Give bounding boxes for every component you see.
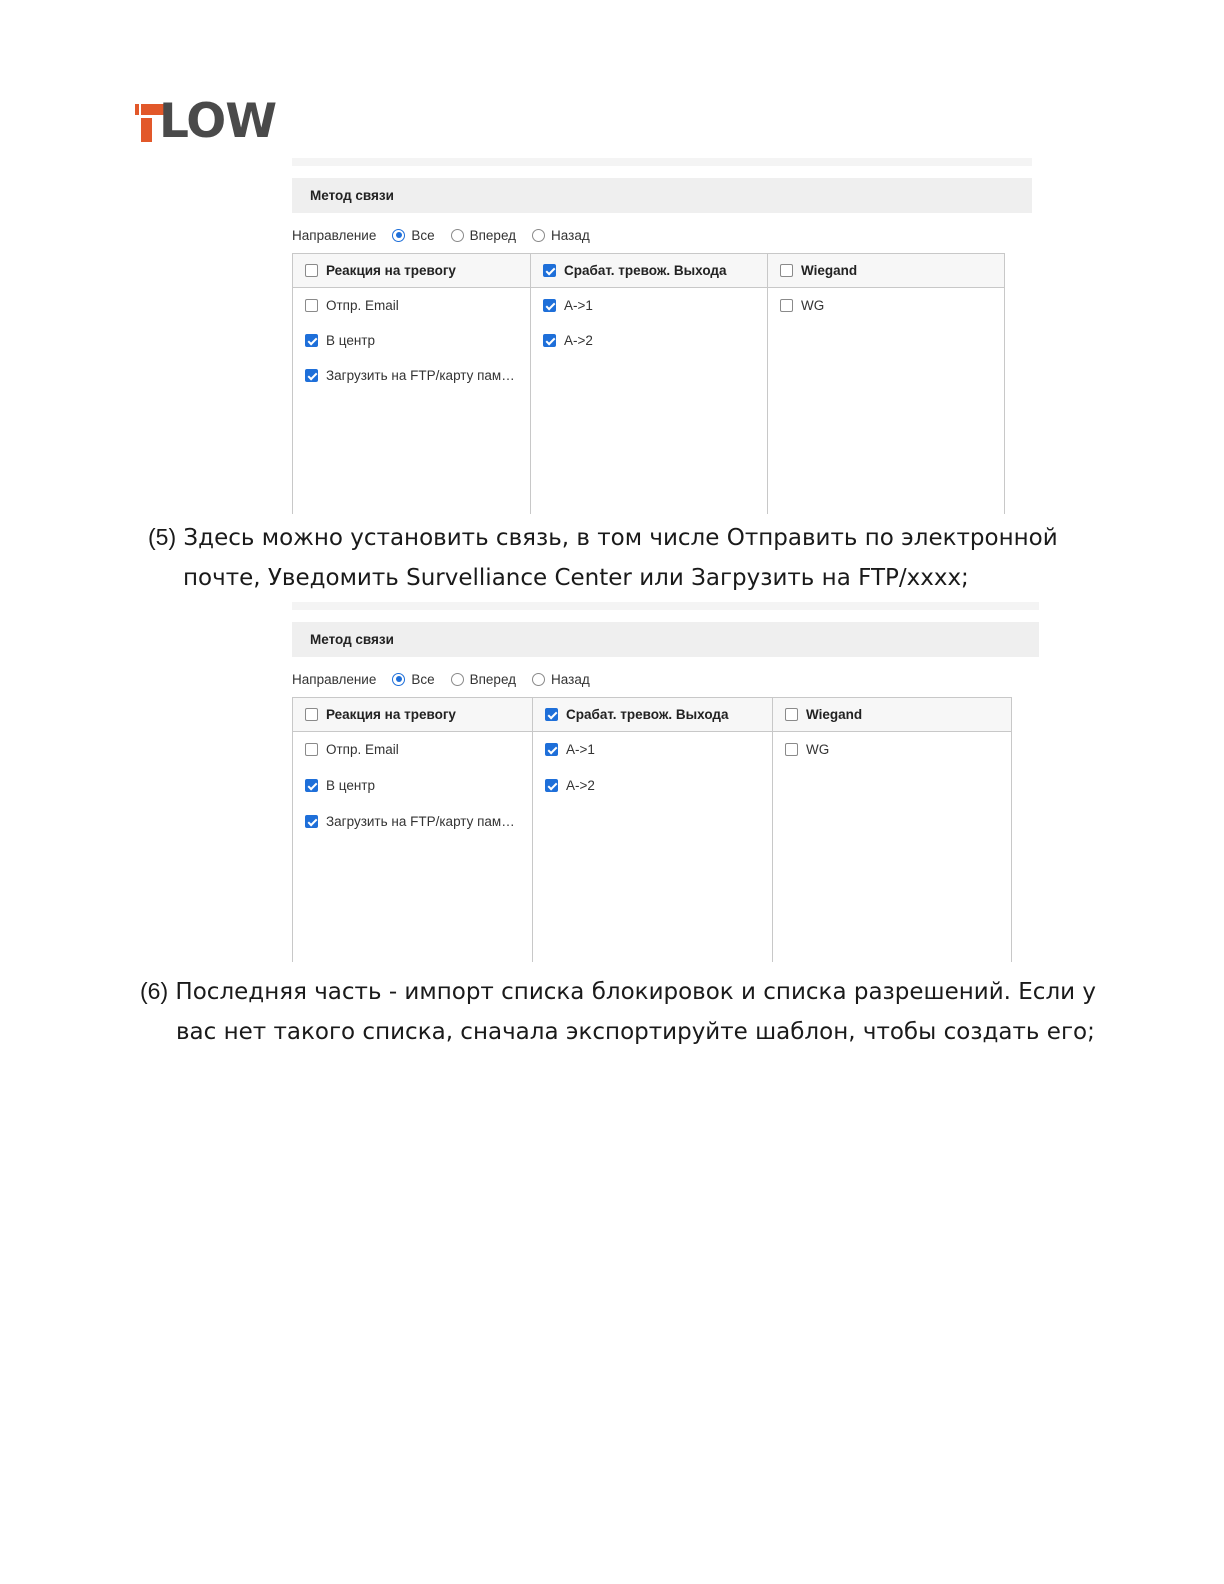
upload-ftp-item[interactable]: Загрузить на FTP/карту пам…	[305, 814, 515, 829]
output-a1-item[interactable]: A->1	[545, 742, 595, 757]
communication-method-panel-1	[292, 158, 1032, 514]
alarm-reaction-header[interactable]: Реакция на тревогу	[293, 254, 530, 288]
alarm-reaction-column	[292, 698, 532, 962]
wiegand-column	[767, 254, 1005, 514]
paragraph-5-line-2: почте, Уведомить Survelliance Center или Загрузить на FTP/хххх;	[183, 565, 969, 591]
direction-forward-radio[interactable]: Вперед	[451, 672, 516, 687]
wiegand-header[interactable]: Wiegand	[768, 254, 1004, 288]
send-email-item[interactable]: Отпр. Email	[305, 298, 399, 313]
alarm-reaction-checkbox[interactable]	[305, 708, 318, 721]
alarm-output-header[interactable]: Срабат. тревож. Выхода	[531, 254, 767, 288]
direction-row	[292, 224, 606, 246]
panel-header: Метод связи	[292, 178, 1032, 213]
paragraph-6-line-1: (6) Последняя часть - импорт списка блокировок и списка разрешений. Если у	[140, 978, 1097, 1005]
wg-item[interactable]: WG	[780, 298, 824, 313]
wiegand-column	[772, 698, 1012, 962]
direction-label: Направление	[292, 671, 377, 687]
upload-ftp-item[interactable]: Загрузить на FTP/карту пам…	[305, 368, 515, 383]
alarm-reaction-header[interactable]: Реакция на тревогу	[293, 698, 532, 732]
linkage-grid	[292, 697, 1012, 961]
alarm-reaction-checkbox[interactable]	[305, 264, 318, 277]
to-center-item[interactable]: В центр	[305, 778, 375, 793]
wiegand-checkbox[interactable]	[780, 264, 793, 277]
flow-logo	[135, 94, 287, 149]
paragraph-5-line-1: (5) Здесь можно установить связь, в том числе Отправить по электронной	[148, 524, 1058, 551]
panel-header: Метод связи	[292, 622, 1039, 657]
wiegand-header[interactable]: Wiegand	[773, 698, 1011, 732]
direction-label: Направление	[292, 227, 377, 243]
output-a1-item[interactable]: A->1	[543, 298, 593, 313]
direction-all-radio[interactable]: Все	[392, 672, 434, 687]
direction-back-radio[interactable]: Назад	[532, 228, 590, 243]
alarm-output-column	[532, 698, 772, 962]
to-center-item[interactable]: В центр	[305, 333, 375, 348]
alarm-output-checkbox[interactable]	[543, 264, 556, 277]
direction-back-radio[interactable]: Назад	[532, 672, 590, 687]
alarm-output-checkbox[interactable]	[545, 708, 558, 721]
logo-text: LOW	[159, 94, 277, 149]
output-a2-item[interactable]: A->2	[543, 333, 593, 348]
paragraph-6-line-2: вас нет такого списка, сначала экспортируйте шаблон, чтобы создать его;	[176, 1019, 1095, 1045]
direction-forward-radio[interactable]: Вперед	[451, 228, 516, 243]
alarm-reaction-column	[292, 254, 530, 514]
linkage-grid	[292, 253, 1005, 513]
communication-method-panel-2	[292, 602, 1039, 962]
wiegand-checkbox[interactable]	[785, 708, 798, 721]
alarm-output-column	[530, 254, 767, 514]
direction-all-radio[interactable]: Все	[392, 228, 434, 243]
send-email-item[interactable]: Отпр. Email	[305, 742, 399, 757]
direction-row	[292, 668, 606, 690]
wg-item[interactable]: WG	[785, 742, 829, 757]
output-a2-item[interactable]: A->2	[545, 778, 595, 793]
alarm-output-header[interactable]: Срабат. тревож. Выхода	[533, 698, 772, 732]
